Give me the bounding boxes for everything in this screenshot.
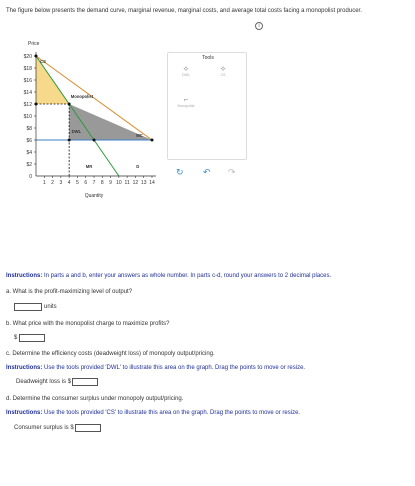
price-prefix: $ [14, 335, 18, 341]
region-point [68, 103, 71, 106]
instructions-c-text: Use the tools provided 'DWL' to illustrate this area on the graph. Drag the points to move or resize. [42, 365, 306, 371]
answer-d-row [14, 423, 101, 433]
output-unit-label: units [44, 304, 57, 310]
x-axis-title: Quantity [84, 193, 104, 199]
y-tick-label: $14 [23, 89, 32, 96]
x-tick-label: 14 [149, 180, 155, 186]
dwl-label: DWL [71, 128, 82, 134]
instructions-c [6, 364, 305, 372]
monopolist-label: Monopolist [70, 94, 94, 99]
y-tick-label: $8 [26, 125, 32, 132]
mr-label: MR [85, 164, 93, 170]
region-point [93, 139, 96, 142]
x-tick-label: 12 [132, 180, 139, 186]
dwl-input[interactable] [72, 378, 98, 386]
y-tick-label: $6 [26, 137, 32, 144]
question-a: a. What is the profit-maximizing level of output? [6, 289, 133, 295]
dwl-tool[interactable] [176, 65, 196, 77]
x-tick-label: 11 [124, 180, 130, 186]
region-point [151, 139, 154, 142]
price-input[interactable] [19, 334, 45, 342]
y-tick-label: $4 [26, 149, 32, 156]
monopolist-tool[interactable] [171, 96, 201, 108]
y-tick-label: $10 [23, 113, 32, 120]
x-tick-label: 4 [67, 180, 71, 186]
cs-tool-icon: ⟡ [220, 64, 226, 73]
x-tick-label: 8 [100, 180, 104, 186]
x-tick-label: 10 [116, 180, 122, 186]
question-b: b. What price with the monopolist charge to maximize profits? [6, 321, 170, 327]
output-input[interactable] [14, 303, 42, 311]
undo-button[interactable]: ↶ [203, 167, 211, 177]
question-d: d. Determine the consumer surplus under monopoly output/pricing. [6, 396, 184, 402]
instructions-d-text: Use the tools provided 'CS' to illustrate this area on the graph. Drag the points to move or resize. [42, 410, 301, 416]
x-tick-label: 1 [42, 180, 46, 186]
instructions-c-label: Instructions: [6, 365, 43, 371]
x-tick-label: 2 [51, 180, 54, 186]
tools-title: Tools [202, 55, 214, 61]
x-tick-label: 6 [84, 180, 88, 186]
instructions-main [6, 272, 331, 280]
dwl-tool-icon: ⟡ [183, 64, 189, 73]
y-tick-label: $18 [23, 65, 32, 72]
region-point [68, 139, 71, 142]
cs-tool-label: CS [220, 73, 226, 77]
instructions-d-label: Instructions: [6, 410, 43, 416]
cs-input[interactable] [75, 424, 101, 432]
y-tick-label: $12 [23, 101, 32, 108]
dwl-tool-label: DWL [182, 73, 190, 77]
y-tick-label: $20 [23, 53, 32, 60]
info-icon[interactable]: i [255, 22, 263, 30]
instructions-d [6, 409, 300, 417]
tools-panel [167, 52, 247, 160]
cs-answer-label: Consumer surplus is $ [14, 425, 74, 431]
mr-line [36, 56, 119, 176]
y-tick-label: $16 [23, 77, 32, 84]
demand-label: D [136, 164, 140, 170]
instructions-main-text: In parts a and b, enter your answers as whole number. In parts c-d, round your answers to 2 decimal places. [42, 273, 332, 279]
cs-label: CS [40, 59, 46, 65]
x-tick-label: 7 [92, 180, 96, 186]
answer-a-row [14, 302, 57, 312]
dwl-answer-label: Deadweight loss is $ [16, 379, 72, 385]
mc-label: MC [136, 133, 143, 138]
reset-button[interactable]: ↻ [176, 167, 184, 177]
monopoly-chart[interactable] [0, 36, 165, 206]
answer-b-row [14, 333, 45, 343]
answer-c-row [16, 377, 98, 387]
x-tick-label: 9 [109, 180, 112, 186]
y-axis-title: Price [28, 41, 40, 47]
x-tick-label: 3 [59, 180, 63, 186]
x-tick-label: 5 [76, 180, 79, 186]
monopolist-tool-icon: ⌐ [183, 95, 189, 104]
origin-label: 0 [29, 174, 32, 180]
y-tick-label: $2 [26, 161, 32, 168]
monopolist-tool-label: Monopolist [177, 104, 195, 108]
x-tick-label: 13 [140, 180, 147, 186]
cs-tool[interactable] [213, 65, 233, 77]
instructions-main-label: Instructions: [6, 273, 43, 279]
region-point [35, 55, 38, 58]
redo-button[interactable]: ↷ [228, 167, 236, 177]
region-point [35, 103, 38, 106]
question-c: c. Determine the efficiency costs (deadweight loss) of monopoly output/pricing. [6, 351, 215, 357]
intro-text: The figure below presents the demand curve, marginal revenue, marginal costs, and average total costs facing a monopolist producer. [6, 8, 362, 14]
